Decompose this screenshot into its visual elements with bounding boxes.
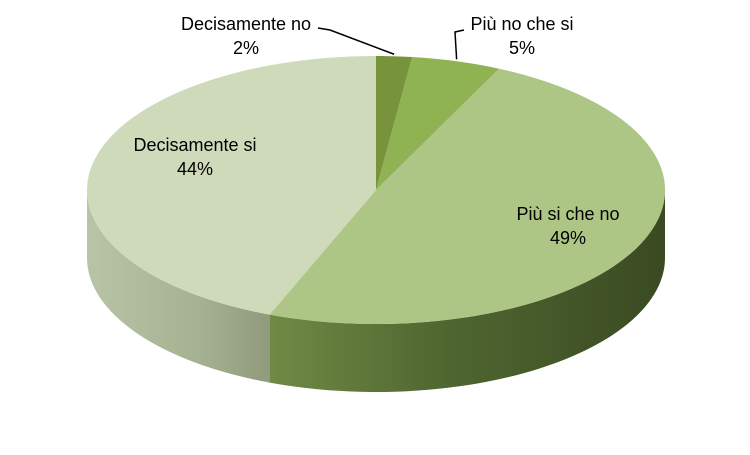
slice-label-piu-no-che-si xyxy=(470,12,573,60)
slice-label-piu-si-che-no xyxy=(516,202,619,250)
slice-category: Più si che no xyxy=(516,204,620,224)
slice-label-decisamente-si xyxy=(133,133,256,181)
slice-percent: 44% xyxy=(176,159,214,179)
slice-category: Più no che si xyxy=(470,14,574,34)
slice-category: Decisamente si xyxy=(133,135,257,155)
leader-line-decisamente-no xyxy=(318,28,394,54)
slice-percent: 2% xyxy=(232,38,260,58)
leader-lines xyxy=(318,28,464,59)
slice-category: Decisamente no xyxy=(180,14,312,34)
pie-top-slices xyxy=(87,56,665,324)
leader-line-piu-no-che-si xyxy=(455,30,464,59)
slice-label-decisamente-no xyxy=(181,12,311,60)
slice-percent: 49% xyxy=(549,228,587,248)
slice-percent: 5% xyxy=(508,38,535,58)
